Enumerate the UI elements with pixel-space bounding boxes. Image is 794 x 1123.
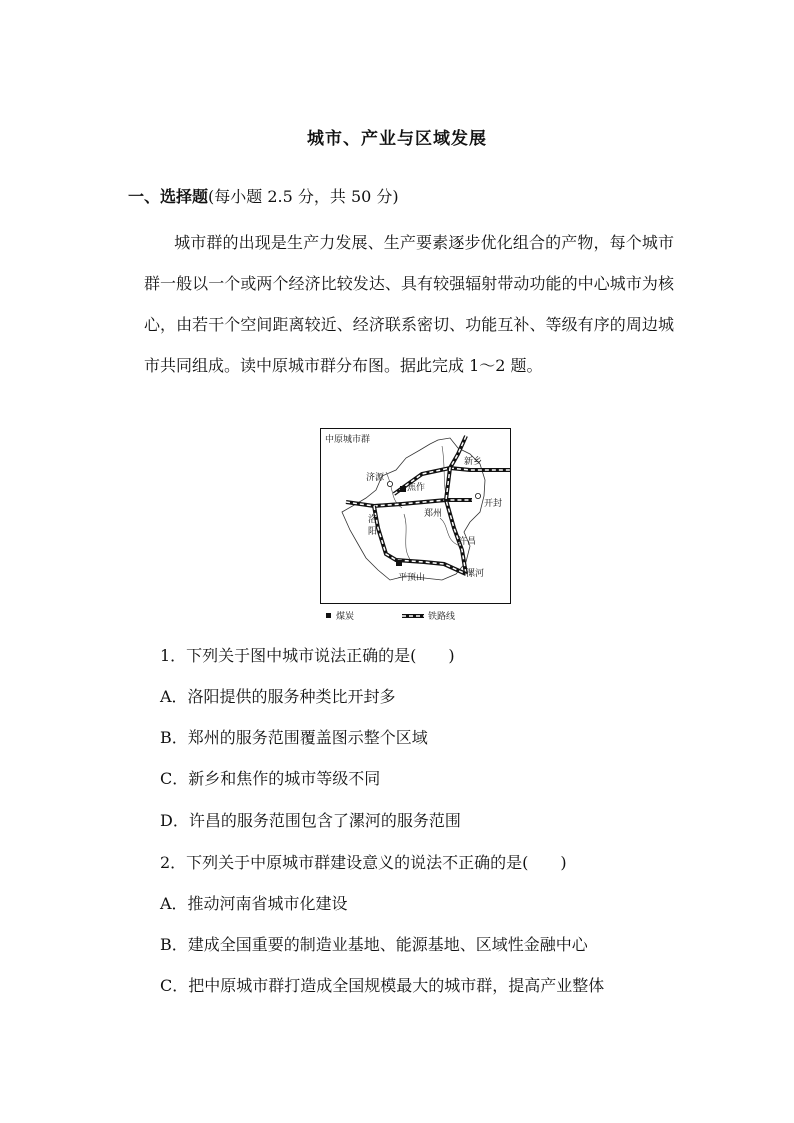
city-label-zhengzhou: 郑州	[424, 509, 443, 519]
legend-coal-label: 煤炭	[336, 612, 355, 622]
city-marker-jiyuan	[387, 481, 392, 486]
city-marker-kaifeng	[475, 493, 480, 498]
section-score-note: (每小题 2.5 分，共 50 分)	[208, 187, 399, 206]
legend-railway-label: 铁路线	[428, 612, 456, 622]
city-label-kaifeng: 开封	[484, 499, 503, 509]
question-1-option-c: C．新乡和焦作的城市等级不同	[160, 769, 381, 788]
city-label-luohe: 漯河	[466, 569, 485, 579]
coal-marker-jiaozuo	[400, 486, 406, 492]
city-label-jiaozuo: 焦作	[407, 483, 426, 493]
central-plains-city-map	[320, 428, 512, 626]
section-heading	[128, 184, 399, 207]
question-2-option-b: B．建成全国重要的制造业基地、能源基地、区域性金融中心	[160, 935, 588, 954]
intro-text: 城市群的出现是生产力发展、生产要素逐步优化组合的产物，每个城市群一般以一个或两个经济比较发达、具有较强辐射带动功能的中心城市为核心，由若干个空间距离较近、经济联系密切、功能互补、等级有序的周边城市共同组成。读中原城市群分布图。据此完成 1～2 题。	[144, 233, 674, 375]
question-2-option-c: C．把中原城市群打造成全国规模最大的城市群，提高产业整体	[160, 976, 605, 995]
coal-marker-pingdingshan	[396, 560, 402, 566]
question-2-option-a: A．推动河南省城市化建设	[160, 894, 348, 913]
city-label-jiyuan: 济源	[366, 473, 385, 483]
city-label-luo: 洛	[368, 515, 378, 525]
map-title: 中原城市群	[325, 435, 371, 445]
section-heading-label: 一、选择题	[128, 187, 209, 206]
legend-coal-symbol	[326, 613, 331, 618]
city-label-yang: 阳	[368, 527, 378, 537]
city-label-pingdingshan: 平顶山	[398, 573, 426, 583]
question-1-option-a: A．洛阳提供的服务种类比开封多	[160, 687, 396, 706]
question-1-option-d: D．许昌的服务范围包含了漯河的服务范围	[160, 811, 461, 830]
intro-paragraph	[144, 222, 674, 386]
city-label-xinxiang: 新乡	[464, 457, 483, 467]
question-1-option-b: B．郑州的服务范围覆盖图示整个区域	[160, 728, 428, 747]
map-figure	[320, 428, 512, 626]
city-label-xuchang: 许昌	[458, 537, 477, 547]
page-title: 城市、产业与区域发展	[307, 129, 487, 149]
inner-boundary	[404, 514, 412, 562]
question-1-stem: 1．下列关于图中城市说法正确的是( )	[160, 646, 455, 665]
question-2-stem: 2．下列关于中原城市群建设意义的说法不正确的是( )	[160, 853, 567, 872]
